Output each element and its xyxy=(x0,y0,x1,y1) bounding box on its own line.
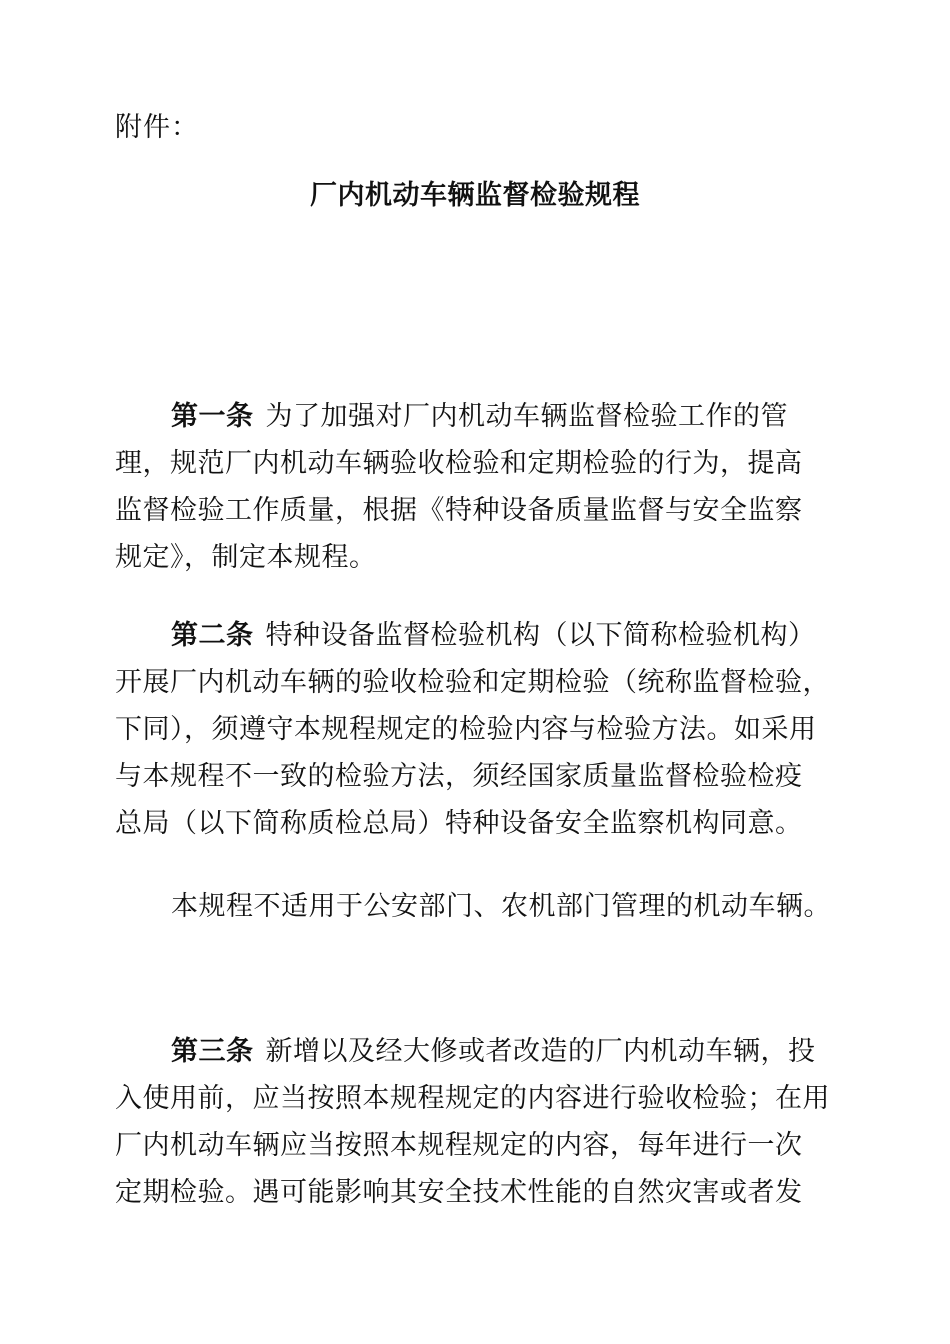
document-title: 厂内机动车辆监督检验规程 xyxy=(310,180,640,211)
article-1-label: 第一条 xyxy=(171,401,254,432)
article-1-text-1: 为了加强对厂内机动车辆监督检验工作的管 xyxy=(265,401,788,432)
article-3-text-1: 新增以及经大修或者改造的厂内机动车辆，投 xyxy=(265,1036,816,1067)
article-3-line-4: 定期检验。遇可能影响其安全技术性能的自然灾害或者发 xyxy=(115,1177,803,1208)
article-1-line-1 xyxy=(115,393,845,440)
article-2-note xyxy=(115,883,845,930)
article-2-line-2: 开展厂内机动车辆的验收检验和定期检验（统称监督检验， xyxy=(115,667,830,698)
article-3-line-1 xyxy=(115,1028,845,1075)
article-2-line-5: 总局（以下简称质检总局）特种设备安全监察机构同意。 xyxy=(115,808,803,839)
article-3 xyxy=(115,1028,845,1216)
article-2-text-1: 特种设备监督检验机构（以下简称检验机构） xyxy=(265,620,816,651)
article-1-line-2: 理，规范厂内机动车辆验收检验和定期检验的行为，提高 xyxy=(115,448,803,479)
article-3-line-3: 厂内机动车辆应当按照本规程规定的内容，每年进行一次 xyxy=(115,1130,803,1161)
article-1 xyxy=(115,393,845,581)
article-3-line-2: 入使用前，应当按照本规程规定的内容进行验收检验；在用 xyxy=(115,1083,830,1114)
article-1-line-3: 监督检验工作质量，根据《特种设备质量监督与安全监察 xyxy=(115,495,803,526)
article-2 xyxy=(115,612,845,847)
article-3-label: 第三条 xyxy=(171,1036,254,1067)
attachment-label: 附件： xyxy=(115,112,199,143)
article-2-line-1 xyxy=(115,612,845,659)
article-2-line-4: 与本规程不一致的检验方法，须经国家质量监督检验检疫 xyxy=(115,761,803,792)
article-1-line-4: 规定》，制定本规程。 xyxy=(115,542,377,573)
article-2-label: 第二条 xyxy=(171,620,254,651)
article-2-note-line-1: 本规程不适用于公安部门、农机部门管理的机动车辆。 xyxy=(171,891,831,922)
article-2-line-3: 下同），须遵守本规程规定的检验内容与检验方法。如采用 xyxy=(115,714,817,745)
